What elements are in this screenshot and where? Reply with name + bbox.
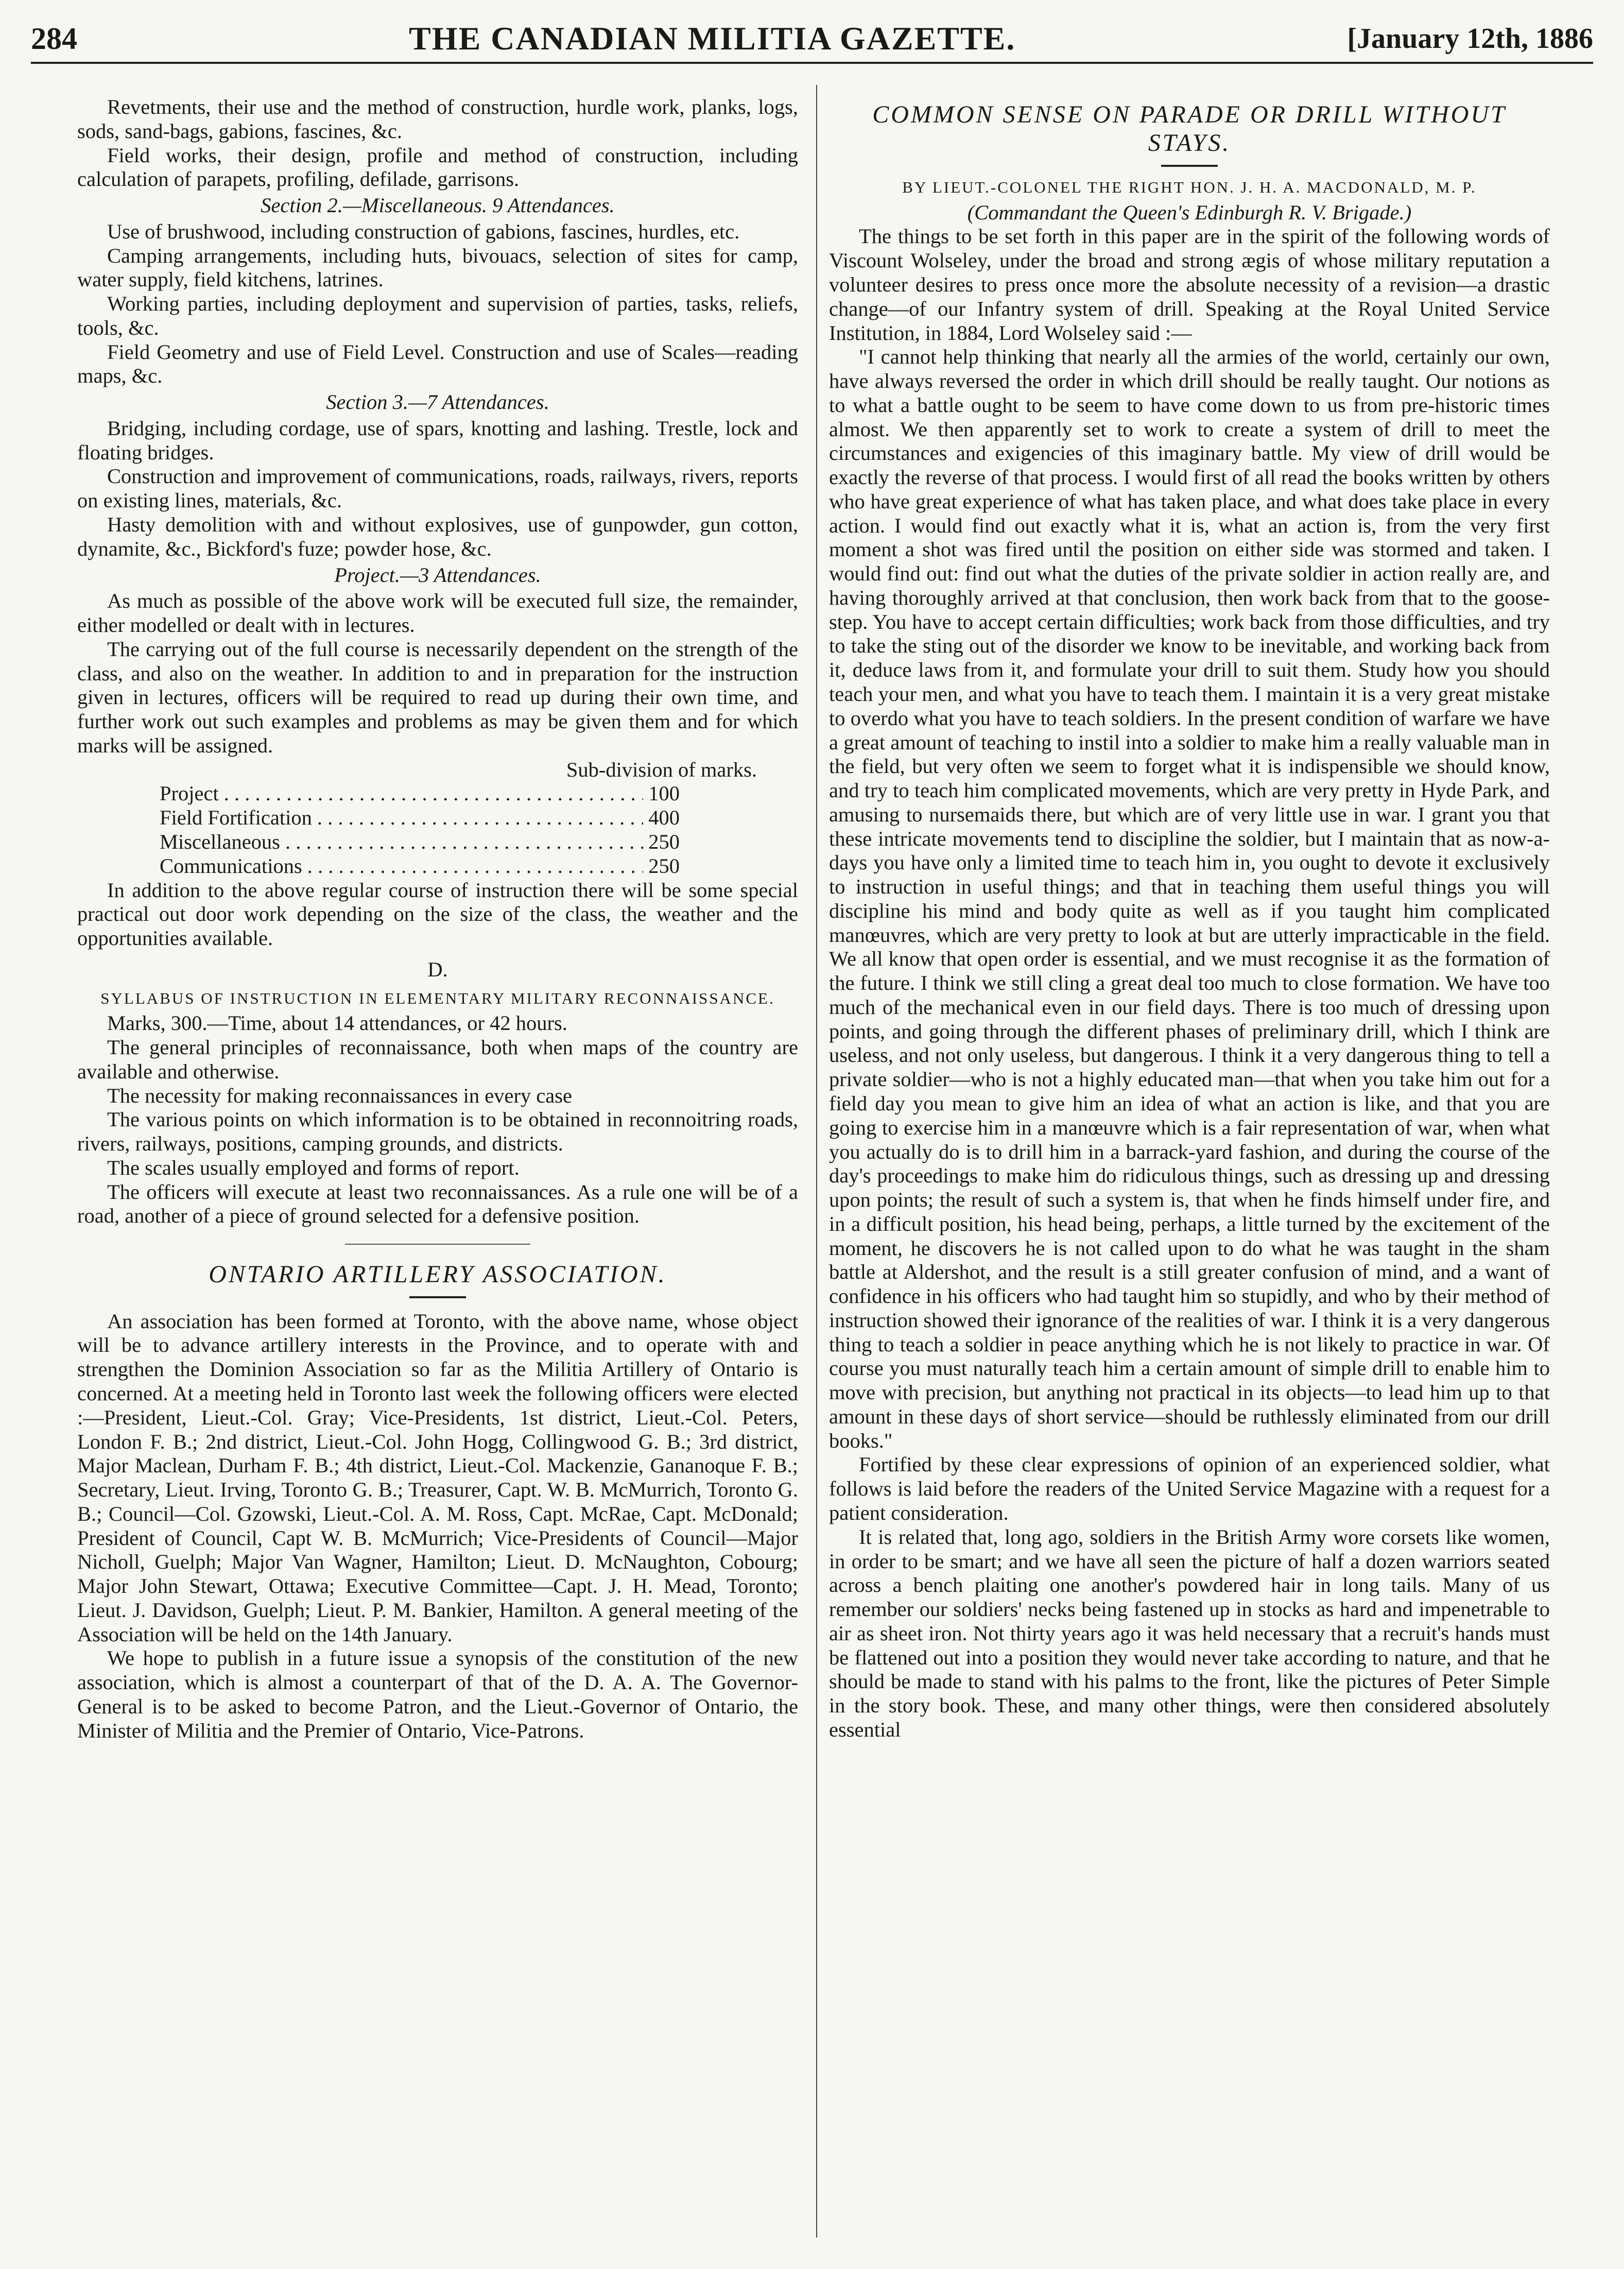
article-title: COMMON SENSE ON PARADE OR DRILL WITHOUT STAYS. <box>872 101 1507 157</box>
paragraph: Field works, their design, profile and method of construction, including calculation of parapets, profiling, defilade, garrisons. <box>77 143 798 191</box>
marks-value: 250 <box>648 830 680 853</box>
paragraph: Revetments, their use and the method of construction, hurdle work, planks, logs, sods, sand-bags, gabions, fascines, &c. <box>77 95 798 143</box>
paragraph: Fortified by these clear expressions of opinion of an experienced soldier, what follows is laid before the readers of the United Service Magazine with a request for a patient consideration. <box>829 1453 1550 1525</box>
paragraph: The things to be set forth in this paper are in the spirit of the following words of Viscount Wolseley, under the broad and strong ægis of whose military reputation a volunteer desires to press once more the absolute necessity of a revision—a drastic change—of our Infantry system of drill. Speaking at the Royal United Service Institution, in 1884, Lord Wolseley said :— <box>829 225 1550 345</box>
issue-date: [January 12th, 1886 <box>1347 23 1593 55</box>
article-byline: BY LIEUT.-COLONEL THE RIGHT HON. J. H. A. MACDONALD, M. P. <box>902 178 1477 196</box>
page-number: 284 <box>31 21 77 56</box>
title-rule <box>409 1296 466 1298</box>
paragraph: Working parties, including deployment and supervision of parties, tasks, reliefs, tools, &c. <box>77 292 798 339</box>
paragraph: The necessity for making reconnaissances in every case <box>107 1084 573 1107</box>
marks-row <box>77 854 798 879</box>
paragraph: It is related that, long ago, soldiers in the British Army wore corsets like women, in order to be smart; and we have all seen the picture of half a dozen warriors seated across a bench plaiting one another's powdered hair in long tails. Many of us remember our soldiers' necks being fastened up in stocks as hard and impenetrable to air as sheet iron. Not thirty years ago it was held necessary that a recruit's hands must be flattened out into a position they would never take according to nature, and that he should be made to stand with his palms to the front, like the pictures of Peter Simple in the story book. These, and many other things, were then considered absolutely essential <box>829 1525 1550 1741</box>
marks-table <box>77 782 798 878</box>
paragraph: Camping arrangements, including huts, bivouacs, selection of sites for camp, water supply, field kitchens, latrines. <box>77 244 798 291</box>
marks-value: 400 <box>648 806 680 830</box>
paragraph: The various points on which information is to be obtained in reconnoitring roads, rivers, railways, positions, camping grounds, and districts. <box>77 1108 798 1156</box>
paragraph: The carrying out of the full course is necessarily dependent on the strength of the class, and also on the weather. In addition to and in preparation for the instruction given in lectures, officers will be required to read up during their own time, and further work out such examples and problems as may be given them and for which marks will be assigned. <box>77 637 798 757</box>
article-subtitle: (Commandant the Queen's Edinburgh R. V. Brigade.) <box>967 200 1412 224</box>
section-heading: Section 3.—7 Attendances. <box>326 390 549 414</box>
quoted-speech: "I cannot help thinking that nearly all the armies of the world, certainly our own, have always reversed the order in which drill should be really taught. Our notions as to what a battle ought to be seem to have come down to us from pre-historic times almost. We then apparently set to work to create a system of drill to meet the circumstances and exigencies of this imaginary battle. My view of drill would be exactly the reverse of that process. I would first of all read the books written by others who have great experience of what has taken place, and what does take place in every action. I would find out exactly what it is, what an action is, from the very first moment a shot was fired until the position on either side was stormed and taken. I would find out: find out what the duties of the private soldier in action really are, and having thoroughly arrived at that conclusion, then work back from that to the goose-step. You have to accept certain difficulties; work back from those difficulties, and try to take the sting out of the disorder we know to be inevitable, and working back from it, deduce laws from it, and formulate your drill to suit them. Study how you should teach your men, and what you have to teach them. I maintain it is a very great mistake to overdo what you have to teach soldiers. In the present condition of warfare we have a great amount of teaching to instil into a soldier to make him a really valuable man in the field, but very often we seem to forget what it is indispensible we should know, and try to teach him complicated movements, which are very pretty in Hyde Park, and amusing to nursemaids there, but which are of very little use in war. I grant you that these intricate movements tend to discipline the soldier, but I maintain that as now-a-days you have only a limited time to teach him in, you ought to devote it exclusively to instruction in useful things; and that in teaching them useful things you will discipline his mind and body quite as well as if you taught him complicated manœuvres, which are very pretty to look at but are utterly impracticable in the field. We all know that open order is essential, and we must recognise it as the formation of the future. I think we still cling a great deal too much to close formation. We have too much of the mechanical even in our field days. There is too much of dressing upon points, and going through the different phases of preliminary drill, which I think are useless, and not only useless, but dangerous. I think it a very dangerous thing to tell a private soldier—who is not a highly educated man—that when you take him out for a field day you mean to give him an idea of what an action is like, and that you are going to exercise him in a manœuvre which is a fair representation of war, when what you actually do is to drill him in a barrack-yard fashion, and during the course of the day's proceedings to make him do ridiculous things, such as dressing up and dressing upon points; the result of such a system is, that when he finds himself under fire, and in a difficult position, his head being, perhaps, a little turned by the excitement of the moment, he discovers he is not called upon to do what he was taught in the sham battle at Aldershot, and the result is a still greater confusion of mind, and a want of confidence in his officers who had taught him so stupidly, and who by their method of instruction showed their ignorance of the realities of war. I think it is a very dangerous thing to teach a soldier in peace anything which he is not likely to practice in war. Of course you must naturally teach him a certain amount of simple drill to enable him to move with precision, but anything not practical in its objects—to lead him up to that amount in these days of short service—should be ruthlessly eliminated from our drill books." <box>829 345 1550 1452</box>
marks-value: 250 <box>648 854 680 878</box>
paragraph: The scales usually employed and forms of report. <box>107 1156 520 1179</box>
page-header <box>31 15 1593 64</box>
title-rule <box>1161 165 1218 167</box>
marks-label: Communications <box>160 854 302 878</box>
paragraph: Field Geometry and use of Field Level. Construction and use of Scales—reading maps, &c. <box>77 340 798 388</box>
article-title: ONTARIO ARTILLERY ASSOCIATION. <box>209 1261 667 1288</box>
paragraph: The officers will execute at least two reconnaissances. As a rule one will be of a road, another of a piece of ground selected for a defensive position. <box>77 1180 798 1228</box>
paragraph: As much as possible of the above work will be executed full size, the remainder, either modelled or dealt with in lectures. <box>77 589 798 637</box>
section-heading: Project.—3 Attendances. <box>334 563 541 587</box>
paragraph: We hope to publish in a future issue a synopsis of the constitution of the new association, which is almost a counterpart of that of the D. A. A. The Governor-General is to be asked to become Patron, and the Lieut.-Governor of Ontario, the Minister of Militia and the Premier of Ontario, Vice-Patrons. <box>77 1646 798 1742</box>
marks-value: 100 <box>648 782 680 805</box>
marks-row <box>77 806 798 830</box>
left-column <box>77 95 798 2232</box>
marks-table-title: Sub-division of marks. <box>566 758 757 781</box>
paragraph: Hasty demolition with and without explosives, use of gunpowder, gun cotton, dynamite, &c., Bickford's fuze; powder hose, &c. <box>77 513 798 560</box>
section-rule <box>345 1244 530 1245</box>
paragraph: In addition to the above regular course of instruction there will be some special practical out door work depending on the size of the class, the weather and the opportunities available. <box>77 878 798 950</box>
marks-row <box>77 782 798 806</box>
section-heading: Section 2.—Miscellaneous. 9 Attendances. <box>261 194 615 217</box>
paragraph: Construction and improvement of communications, roads, railways, rivers, reports on existing lines, materials, &c. <box>77 465 798 512</box>
paragraph: The general principles of reconnaissance, both when maps of the country are available and otherwise. <box>77 1036 798 1083</box>
marks-label: Project <box>160 782 219 805</box>
paragraph: Bridging, including cordage, use of spars, knotting and lashing. Trestle, lock and floating bridges. <box>77 416 798 464</box>
marks-label: Field Fortification <box>160 806 312 830</box>
column-divider <box>816 85 817 2238</box>
right-column <box>829 95 1550 2232</box>
newspaper-title: THE CANADIAN MILITIA GAZETTE. <box>409 20 1016 57</box>
marks-row <box>77 830 798 854</box>
paragraph: An association has been formed at Toronto, with the above name, whose object will be to advance artillery interests in the Province, and to operate with and strengthen the Dominion Association so far as the Militia Artillery of Ontario is concerned. At a meeting held in Toronto last week the following officers were elected :—President, Lieut.-Col. Gray; Vice-Presidents, 1st district, Lieut.-Col. Peters, London F. B.; 2nd district, Lieut.-Col. John Hogg, Collingwood G. B.; 3rd district, Major Maclean, Durham F. B.; 4th district, Lieut.-Col. Mackenzie, Gananoque F. B.; Secretary, Lieut. Irving, Toronto G. B.; Treasurer, Capt. W. B. McMurrich, Toronto G. B.; Council—Col. Gzowski, Lieut.-Col. A. M. Ross, Capt. McRae, Capt. McDonald; President of Council, Capt W. B. McMurrich; Vice-Presidents of Council—Major Nicholl, Guelph; Major Van Wagner, Hamilton; Lieut. D. McNaughton, Cobourg; Major John Stewart, Ottawa; Executive Committee—Capt. J. H. Mead, Toronto; Lieut. J. Davidson, Guelph; Lieut. P. M. Bankier, Hamilton. A general meeting of the Association will be held on the 14th January. <box>77 1309 798 1646</box>
syllabus-heading: SYLLABUS OF INSTRUCTION IN ELEMENTARY MILITARY RECONNAISSANCE. <box>100 989 775 1007</box>
marks-label: Miscellaneous <box>160 830 280 853</box>
paragraph: Use of brushwood, including construction of gabions, fascines, hurdles, etc. <box>107 219 740 243</box>
paragraph: Marks, 300.—Time, about 14 attendances, or 42 hours. <box>107 1011 567 1035</box>
appendix-letter: D. <box>427 957 448 981</box>
